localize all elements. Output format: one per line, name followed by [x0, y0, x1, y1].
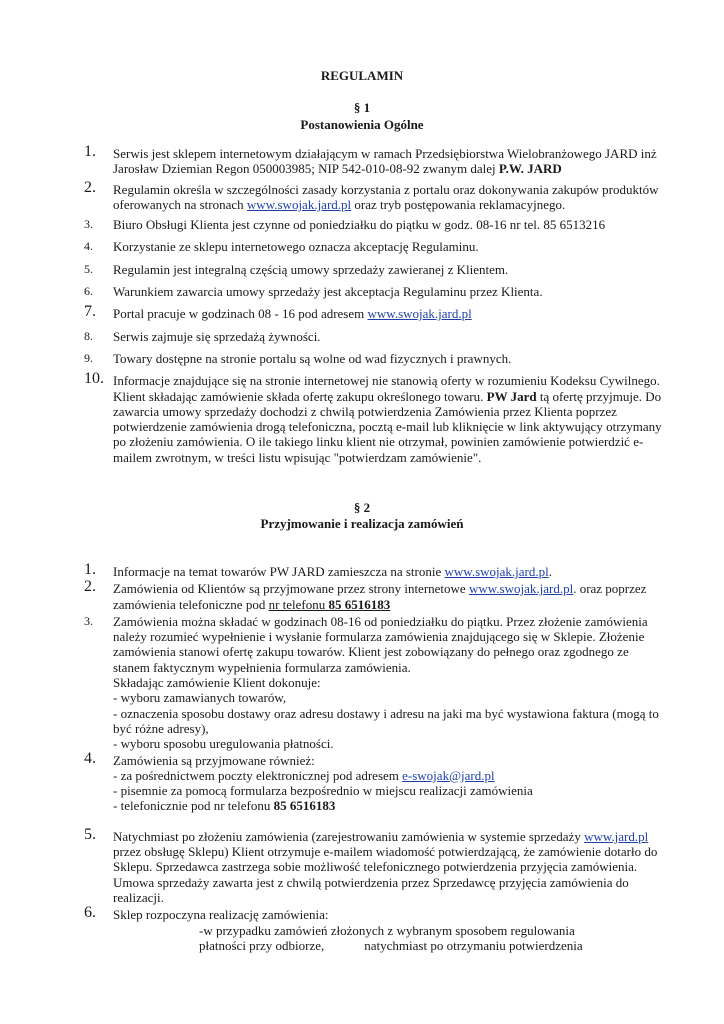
- section-1-heading: Postanowienia Ogólne: [300, 117, 424, 132]
- list-item: 3. Zamówienia można składać w godzinach 08-16 od poniedziałku do piątku. Przez złożenie zamówienia należy rozumieć wypełnienie i wysłanie formularza zamówienia znajdującego się w Sklepie. Złożenie zamówienia stanowi ofertę zakupu towarów. Klient jest zobowiązany do pełnego oraz zgodnego ze stanem faktycznym wypełnienia formularza zamówienia. Składając zamówienie Klient dokonuje: - wyboru zamawianych towarów, - oznaczenia sposobu dostawy oraz adresu dostawy i adresu na jaki ma być wystawiona faktura (mogą to być różne adresy), - wyboru sposobu uregulowania płatności.: [84, 613, 659, 752]
- section-1-list: [0, 143, 724, 465]
- list-item: 2. Regulamin określa w szczególności zasady korzystania z portalu oraz dokonywania zakupów produktów oferowanych na stronach www.swojak.jard.pl oraz tryb postępowania reklamacyjnego.: [84, 178, 659, 212]
- section-2-number: § 2: [353, 500, 371, 515]
- email-link[interactable]: e-swojak@jard.pl: [402, 767, 495, 783]
- list-item: 5. Regulamin jest integralną częścią umowy sprzedaży zawieranej z Klientem.: [84, 261, 509, 277]
- swojak-link[interactable]: www.swojak.jard.pl: [468, 581, 574, 597]
- document-title: REGULAMIN: [320, 68, 404, 83]
- list-item: 6. Sklep rozpoczyna realizację zamówienia: -w przypadku zamówień złożonych z wybranym sposobem regulowania płatności przy odbiorze, natychmiast po otrzymaniu potwierdzenia: [84, 904, 583, 953]
- swojak-link[interactable]: www.swojak.jard.pl: [246, 196, 352, 212]
- list-item: 4. Korzystanie ze sklepu internetowego oznacza akceptację Regulaminu.: [84, 239, 479, 255]
- list-item: 5. Natychmiast po złożeniu zamówienia (zarejestrowaniu zamówienia w systemie sprzedaży www.jard.pl przez obsługę Sklepu) Klient otrzymuje e-mailem wiadomość potwierdzającą, że zamówienie dotarło do Sklepu. Sprzedawca zastrzega sobie możliwość telefonicznego potwierdzenia przyjęcia zamówienia. Umowa sprzedaży zawarta jest z chwilą potwierdzenia przez Sprzedawcę przyjęcia zamówienia do realizacji.: [84, 825, 658, 905]
- list-item: 6. Warunkiem zawarcia umowy sprzedaży jest akceptacja Regulaminu przez Klienta.: [84, 284, 543, 300]
- list-item: 10. Informacje znajdujące się na stronie internetowej nie stanowią oferty w rozumieniu Kodeksu Cywilnego. Klient składając zamówienie składa ofertę zakupu określonego towaru. PW Jard tą ofertę przyjmuje. Do zawarcia umowy sprzedaży dochodzi z chwilą potwierdzenia Zamówienia przez Klienta poprzez potwierdzenie zamówienia drogą telefoniczna, pocztą e-mail lub kliknięcie w link aktywujący otrzymany po złożeniu zamówienia. O ile takiego linku klient nie otrzymał, powinien zamówienie potwierdzić e-mailem zwrotnym, w treści listu wpisując "potwierdzam zamówienie".: [84, 370, 662, 465]
- swojak-link[interactable]: www.swojak.jard.pl: [444, 564, 549, 579]
- list-item: 8. Serwis zajmuje się sprzedażą żywności.: [84, 328, 321, 344]
- list-item: 1. Informacje na temat towarów PW JARD zamieszcza na stronie www.swojak.jard.pl.: [84, 561, 552, 579]
- list-item: 2. Zamówienia od Klientów są przyjmowane przez strony internetowe www.swojak.jard.pl. oraz poprzez zamówienia telefoniczne pod nr telefonu 85 6516183: [84, 578, 647, 612]
- section-2-heading: Przyjmowanie i realizacja zamówień: [260, 516, 464, 531]
- list-item: 1. Serwis jest sklepem internetowym działającym w ramach Przedsiębiorstwa Wielobranżowego JARD inż Jarosław Dziemian Regon 050003985; NIP 542-010-08-92 zwanym dalej P.W. JARD: [84, 143, 657, 177]
- list-item: 9. Towary dostępne na stronie portalu są wolne od wad fizycznych i prawnych.: [84, 350, 512, 366]
- section-1-number: § 1: [353, 100, 371, 115]
- swojak-link[interactable]: www.swojak.jard.pl: [367, 306, 472, 322]
- jard-link[interactable]: www.jard.pl: [584, 828, 649, 844]
- list-item: 7. Portal pracuje w godzinach 08 - 16 pod adresem www.swojak.jard.pl: [84, 303, 472, 322]
- section-2-list: [0, 561, 724, 953]
- list-item: 3. Biuro Obsługi Klienta jest czynne od poniedziałku do piątku w godz. 08-16 nr tel. 85 6513216: [84, 217, 606, 233]
- list-item: 4. Zamówienia są przyjmowane również: - za pośrednictwem poczty elektronicznej pod adresem e-swojak@jard.pl - pisemnie za pomocą formularza bezpośrednio w miejscu realizacji zamówienia - telefonicznie pod nr telefonu 85 6516183: [84, 749, 533, 814]
